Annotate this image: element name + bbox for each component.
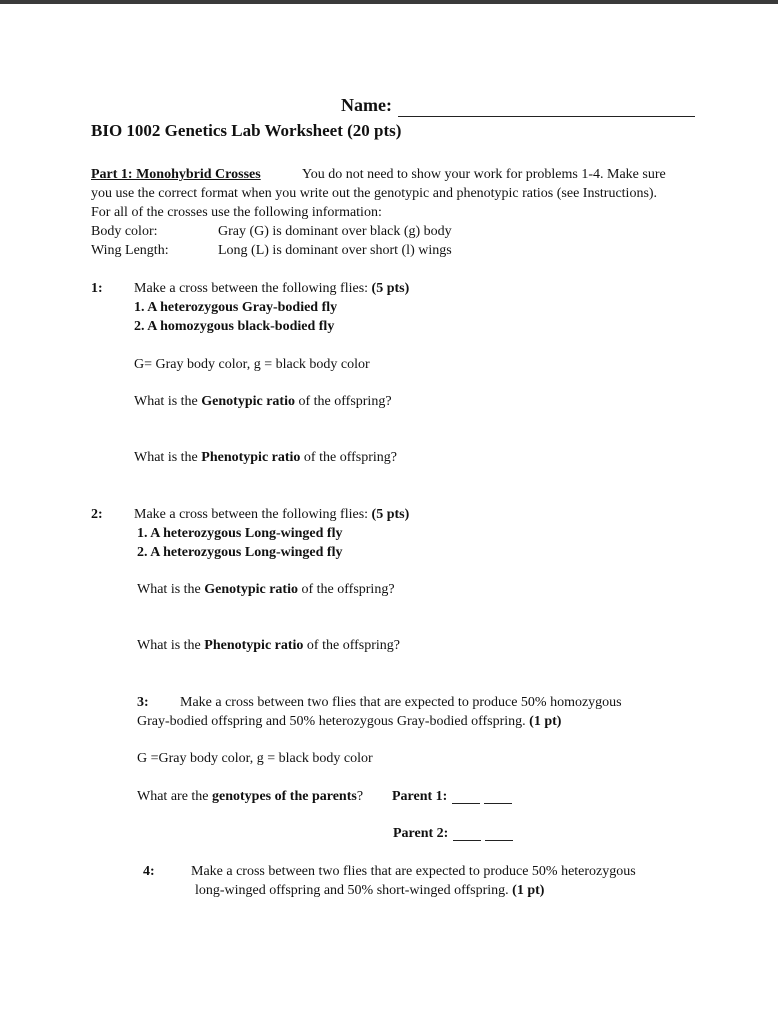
wing-length-label: Wing Length:	[91, 243, 169, 258]
body-color-value: Gray (G) is dominant over black (g) body	[218, 224, 452, 239]
q1-fly1: 1. A heterozygous Gray-bodied fly	[134, 300, 338, 315]
q1-number: 1:	[91, 281, 103, 296]
q4-number: 4:	[143, 864, 155, 879]
q4-line2	[195, 883, 544, 899]
q4-points: (1 pt)	[512, 883, 545, 898]
q1-fly2: 2. A homozygous black-bodied fly	[134, 319, 335, 334]
q2-geno-bold: Genotypic ratio	[204, 582, 298, 597]
part1-intro-line3: For all of the crosses use the following information:	[91, 205, 382, 220]
q3-points: (1 pt)	[529, 714, 562, 729]
parent2-blank-b[interactable]	[485, 840, 513, 841]
q2-geno-pre: What is the	[137, 582, 205, 597]
q1-phenotypic-question	[134, 450, 397, 466]
q1-pheno-post: of the offspring?	[300, 450, 397, 465]
parent1-blank-b[interactable]	[484, 803, 512, 804]
q1-pheno-bold: Phenotypic ratio	[201, 450, 301, 465]
q4-line2-text: long-winged offspring and 50% short-winged offspring.	[195, 883, 513, 898]
q2-pheno-bold: Phenotypic ratio	[204, 638, 304, 653]
q3-line1: Make a cross between two flies that are expected to produce 50% homozygous	[180, 695, 622, 710]
q2-points: (5 pts)	[371, 507, 410, 522]
q3-number: 3:	[137, 695, 149, 710]
parent2-blank-a[interactable]	[453, 840, 481, 841]
q2-fly1: 1. A heterozygous Long-winged fly	[137, 526, 343, 541]
q1-geno-pre: What is the	[134, 394, 202, 409]
q4-line1: Make a cross between two flies that are expected to produce 50% heterozygous	[191, 864, 636, 879]
part1-heading: Part 1: Monohybrid Crosses	[91, 167, 261, 182]
part1-intro-line2: you use the correct format when you write out the genotypic and phenotypic ratios (see Instructions).	[91, 186, 658, 201]
q2-prompt-text: Make a cross between the following flies:	[134, 507, 372, 522]
q1-points: (5 pts)	[371, 281, 410, 296]
parent2-label: Parent 2:	[393, 826, 449, 841]
worksheet-title: BIO 1002 Genetics Lab Worksheet (20 pts)	[91, 121, 402, 140]
q1-key: G= Gray body color, g = black body color	[134, 357, 370, 372]
q1-prompt	[134, 281, 409, 297]
q1-geno-post: of the offspring?	[294, 394, 392, 409]
q1-pheno-pre: What is the	[134, 450, 202, 465]
q3-line2	[137, 714, 561, 730]
q2-pheno-post: of the offspring?	[303, 638, 400, 653]
q3-line2-text: Gray-bodied offspring and 50% heterozygous Gray-bodied offspring.	[137, 714, 530, 729]
q2-geno-post: of the offspring?	[297, 582, 395, 597]
parent1-blank-a[interactable]	[452, 803, 480, 804]
q2-genotypic-question	[137, 582, 395, 598]
name-field[interactable]	[398, 116, 695, 117]
name-label: Name:	[341, 95, 392, 115]
q3-parents-pre: What are the	[137, 789, 213, 804]
q3-parents-question	[137, 789, 363, 805]
body-color-label: Body color:	[91, 224, 158, 239]
q2-pheno-pre: What is the	[137, 638, 205, 653]
q1-geno-bold: Genotypic ratio	[201, 394, 295, 409]
q2-number: 2:	[91, 507, 103, 522]
parent1-label: Parent 1:	[392, 789, 448, 804]
top-border	[0, 0, 778, 4]
q2-fly2: 2. A heterozygous Long-winged fly	[137, 545, 343, 560]
q3-parents-bold: genotypes of the parents	[212, 789, 357, 804]
q2-phenotypic-question	[137, 638, 400, 654]
part1-intro-line1: You do not need to show your work for problems 1-4. Make sure	[302, 167, 666, 182]
q1-genotypic-question	[134, 394, 392, 410]
q1-prompt-text: Make a cross between the following flies:	[134, 281, 372, 296]
q3-key: G =Gray body color, g = black body color	[137, 751, 373, 766]
q2-prompt	[134, 507, 409, 523]
wing-length-value: Long (L) is dominant over short (l) wings	[218, 243, 452, 258]
q3-parents-post: ?	[356, 789, 364, 804]
